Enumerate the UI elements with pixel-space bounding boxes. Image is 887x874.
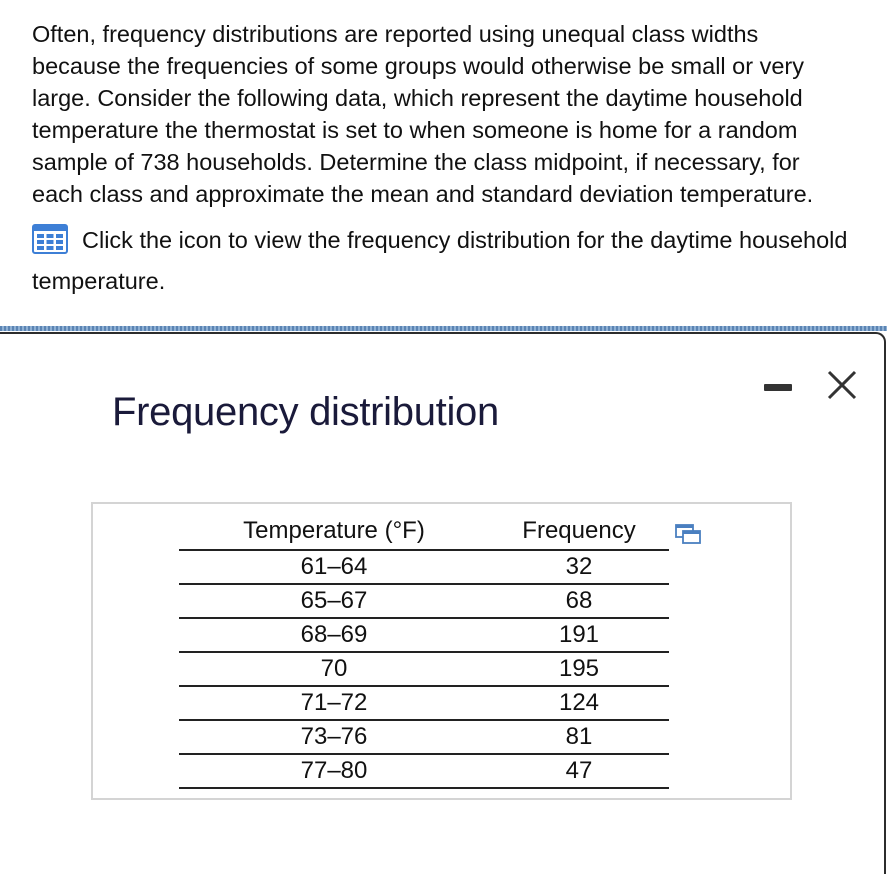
table-row: [179, 584, 669, 618]
frequency-cell: 32: [489, 550, 669, 584]
table-row: [179, 754, 669, 788]
frequency-cell: 191: [489, 618, 669, 652]
temperature-cell: 71–72: [179, 686, 489, 720]
problem-text: Often, frequency distributions are reported using unequal class widths because the frequencies of some groups would otherwise be small or very large. Consider the following data, which represent the daytime household temperature the thermostat is set to when someone is home for a random sample of 738 households. Determine the class midpoint, if necessary, for each class and approximate the mean and standard deviation temperature.: [32, 21, 814, 207]
frequency-column-header: Frequency: [489, 512, 669, 550]
temperature-cell: 77–80: [179, 754, 489, 788]
temperature-cell: 68–69: [179, 618, 489, 652]
close-icon: [824, 370, 860, 400]
minimize-button[interactable]: [755, 370, 791, 400]
table-row: [179, 652, 669, 686]
temperature-cell: 73–76: [179, 720, 489, 754]
frequency-cell: 81: [489, 720, 669, 754]
view-distribution-text: Click the icon to view the frequency distribution for the daytime household temperature.: [32, 227, 848, 294]
frequency-table: [179, 512, 669, 789]
table-row: [179, 720, 669, 754]
table-row: [179, 618, 669, 652]
frequency-table-container: [91, 502, 792, 800]
frequency-cell: 124: [489, 686, 669, 720]
close-button[interactable]: [824, 370, 860, 400]
frequency-cell: 195: [489, 652, 669, 686]
temperature-column-header: Temperature (°F): [179, 512, 489, 550]
temperature-cell: 61–64: [179, 550, 489, 584]
frequency-distribution-dialog: [0, 332, 886, 874]
copy-table-icon: [675, 524, 701, 544]
section-divider: [0, 326, 887, 331]
frequency-cell: 68: [489, 584, 669, 618]
dialog-title: Frequency distribution: [112, 390, 499, 434]
view-distribution-line: [32, 220, 852, 302]
temperature-cell: 70: [179, 652, 489, 686]
table-row: [179, 550, 669, 584]
table-grid-icon[interactable]: [32, 224, 68, 254]
frequency-cell: 47: [489, 754, 669, 788]
temperature-cell: 65–67: [179, 584, 489, 618]
table-row: [179, 686, 669, 720]
copy-table-button[interactable]: [675, 524, 701, 544]
minimize-icon: [764, 384, 792, 391]
problem-statement: [32, 18, 852, 302]
table-header-row: [179, 512, 669, 550]
